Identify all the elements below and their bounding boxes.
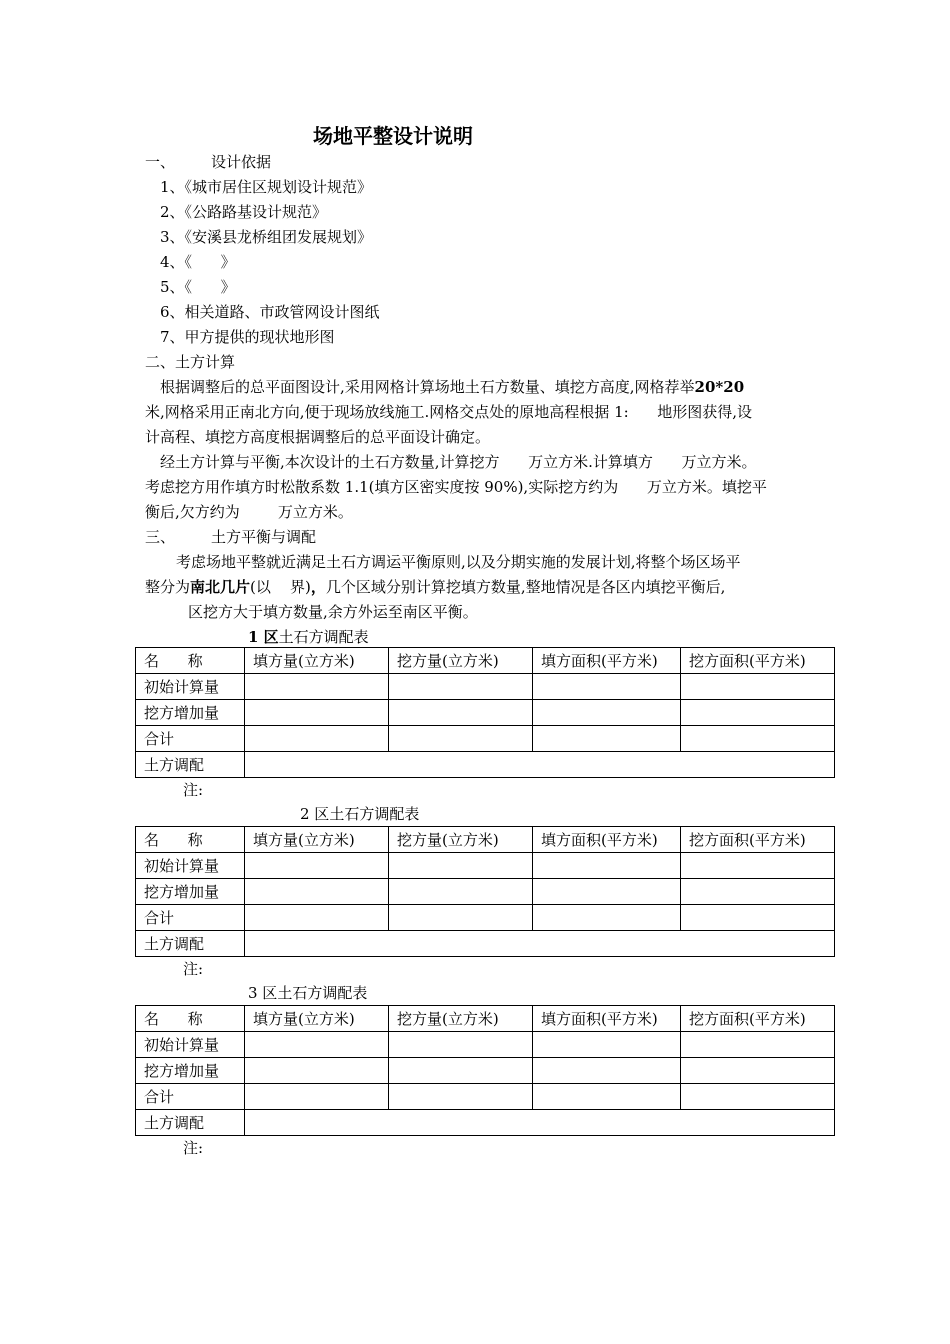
section3-line2-comma: ， [310, 578, 326, 596]
table1-caption-zone: 1 区 [248, 628, 279, 646]
table-cell [681, 1032, 835, 1058]
basis-item-4: 4、《 》 [160, 253, 236, 271]
basis-item-1: 1、《城市居住区规划设计规范》 [160, 178, 373, 196]
row-label: 挖方增加量 [136, 879, 245, 905]
row-label: 初始计算量 [136, 853, 245, 879]
table-cell [245, 1058, 389, 1084]
section3-line1: 考虑场地平整就近满足土石方调运平衡原则,以及分期实施的发展计划,将整个场区场平 [176, 553, 741, 571]
table-cell [681, 1084, 835, 1110]
table-cell [245, 674, 389, 700]
table-cell [681, 674, 835, 700]
table-cell [389, 726, 533, 752]
header-cut-volume: 挖方量(立方米) [389, 648, 533, 674]
table3-caption [248, 982, 367, 1004]
header-name: 名 称 [136, 827, 245, 853]
table-cell [533, 1032, 681, 1058]
section1-heading: 设计依据 [211, 153, 272, 171]
table-row [136, 726, 835, 752]
row-label: 挖方增加量 [136, 700, 245, 726]
table-row [136, 853, 835, 879]
table-cell [245, 1032, 389, 1058]
table3-caption-text: 土石方调配表 [277, 984, 368, 1002]
table2-note: 注: [183, 960, 204, 978]
row-label: 合计 [136, 1084, 245, 1110]
table-cell [389, 1032, 533, 1058]
table-cell-merged [245, 752, 835, 778]
table-cell [533, 905, 681, 931]
table-cell [389, 853, 533, 879]
table-row [136, 674, 835, 700]
basis-item-6: 6、相关道路、市政管网设计图纸 [160, 303, 380, 321]
table-cell [245, 853, 389, 879]
table-cell [681, 726, 835, 752]
section2-para2-line2: 考虑挖方用作填方时松散系数 1.1(填方区密实度按 90%),实际挖方约为 万立方米。填挖平 [145, 478, 767, 496]
table-header-row [136, 648, 835, 674]
row-label: 合计 [136, 726, 245, 752]
header-fill-volume: 填方量(立方米) [245, 1006, 389, 1032]
table-row [136, 931, 835, 957]
table-cell [389, 879, 533, 905]
table-cell [245, 1084, 389, 1110]
header-cut-volume: 挖方量(立方米) [389, 827, 533, 853]
header-cut-area: 挖方面积(平方米) [681, 1006, 835, 1032]
table-cell [533, 879, 681, 905]
table-row [136, 1084, 835, 1110]
section2-heading: 二、土方计算 [145, 353, 236, 371]
table-cell-merged [245, 931, 835, 957]
row-label: 初始计算量 [136, 1032, 245, 1058]
table-cell [533, 1058, 681, 1084]
section3-line2-e: 几个区域分别计算挖填方数量,整地情况是各区内填挖平衡后, [325, 578, 726, 596]
header-fill-area: 填方面积(平方米) [533, 1006, 681, 1032]
table-cell [533, 726, 681, 752]
header-cut-area: 挖方面积(平方米) [681, 827, 835, 853]
section2-para2-line1: 经土方计算与平衡,本次设计的土石方数量,计算挖方 万立方米.计算填方 万立方米。 [160, 453, 757, 471]
table2-caption [300, 803, 419, 825]
table-cell [681, 905, 835, 931]
table-cell [245, 726, 389, 752]
table-cell [389, 1058, 533, 1084]
table-row [136, 1032, 835, 1058]
row-label: 土方调配 [136, 1110, 245, 1136]
header-cut-volume: 挖方量(立方米) [389, 1006, 533, 1032]
row-label: 土方调配 [136, 752, 245, 778]
table-cell-merged [245, 1110, 835, 1136]
table-cell [389, 700, 533, 726]
table-cell [681, 853, 835, 879]
section3-line3: 区挖方大于填方数量,余方外运至南区平衡。 [188, 603, 478, 621]
row-label: 合计 [136, 905, 245, 931]
table1-caption-text: 土石方调配表 [278, 628, 369, 646]
section3-split-name: 南北几片 [190, 578, 251, 596]
table-cell [389, 1084, 533, 1110]
earthwork-table-3 [135, 1005, 835, 1136]
table-cell [533, 700, 681, 726]
row-label: 挖方增加量 [136, 1058, 245, 1084]
grid-size: 20*20 [694, 378, 745, 396]
table-cell [681, 879, 835, 905]
table-cell [245, 905, 389, 931]
table-row [136, 700, 835, 726]
table3-caption-zone: 3 区 [248, 984, 278, 1002]
table1-caption [248, 626, 369, 648]
section3-heading: 土方平衡与调配 [211, 528, 317, 546]
earthwork-table-2 [135, 826, 835, 957]
header-cut-area: 挖方面积(平方米) [681, 648, 835, 674]
table-cell [389, 905, 533, 931]
table-row [136, 752, 835, 778]
section2-para2-line3: 衡后,欠方约为 万立方米。 [145, 503, 353, 521]
basis-item-5: 5、《 》 [160, 278, 236, 296]
header-name: 名 称 [136, 648, 245, 674]
basis-item-7: 7、甲方提供的现状地形图 [160, 328, 335, 346]
table-row [136, 1058, 835, 1084]
section1-number: 一、 [145, 153, 176, 171]
earthwork-table-1 [135, 647, 835, 778]
table-cell [533, 674, 681, 700]
table1-note: 注: [183, 781, 204, 799]
row-label: 初始计算量 [136, 674, 245, 700]
table-cell [533, 1084, 681, 1110]
basis-item-2: 2、《公路路基设计规范》 [160, 203, 328, 221]
section2-para1-line1 [160, 376, 744, 398]
basis-item-3: 3、《安溪县龙桥组团发展规划》 [160, 228, 373, 246]
table-cell [533, 853, 681, 879]
table-header-row [136, 827, 835, 853]
section3-number: 三、 [145, 528, 176, 546]
header-name: 名 称 [136, 1006, 245, 1032]
section2-para1-line2: 米,网格采用正南北方向,便于现场放线施工.网格交点处的原地高程根据 1: 地形图获得,设 [145, 403, 753, 421]
table-cell [245, 879, 389, 905]
table-header-row [136, 1006, 835, 1032]
header-fill-area: 填方面积(平方米) [533, 827, 681, 853]
section2-para1-text: 根据调整后的总平面图设计,采用网格计算场地土石方数量、填挖方高度,网格荐举 [160, 378, 695, 396]
table-cell [681, 1058, 835, 1084]
row-label: 土方调配 [136, 931, 245, 957]
header-fill-volume: 填方量(立方米) [245, 827, 389, 853]
section3-line2-c: (以 界) [250, 578, 311, 596]
document-title: 场地平整设计说明 [313, 124, 473, 148]
table3-note: 注: [183, 1139, 204, 1157]
table2-caption-zone: 2 区 [300, 805, 330, 823]
table-row [136, 879, 835, 905]
table-cell [681, 700, 835, 726]
table-row [136, 905, 835, 931]
header-fill-volume: 填方量(立方米) [245, 648, 389, 674]
table-cell [245, 700, 389, 726]
table-row [136, 1110, 835, 1136]
section2-para1-line3: 计高程、填挖方高度根据调整后的总平面设计确定。 [145, 428, 491, 446]
table-cell [389, 674, 533, 700]
header-fill-area: 填方面积(平方米) [533, 648, 681, 674]
table2-caption-text: 土石方调配表 [329, 805, 420, 823]
section3-line2-a: 整分为 [145, 578, 191, 596]
section3-line2 [145, 576, 725, 598]
